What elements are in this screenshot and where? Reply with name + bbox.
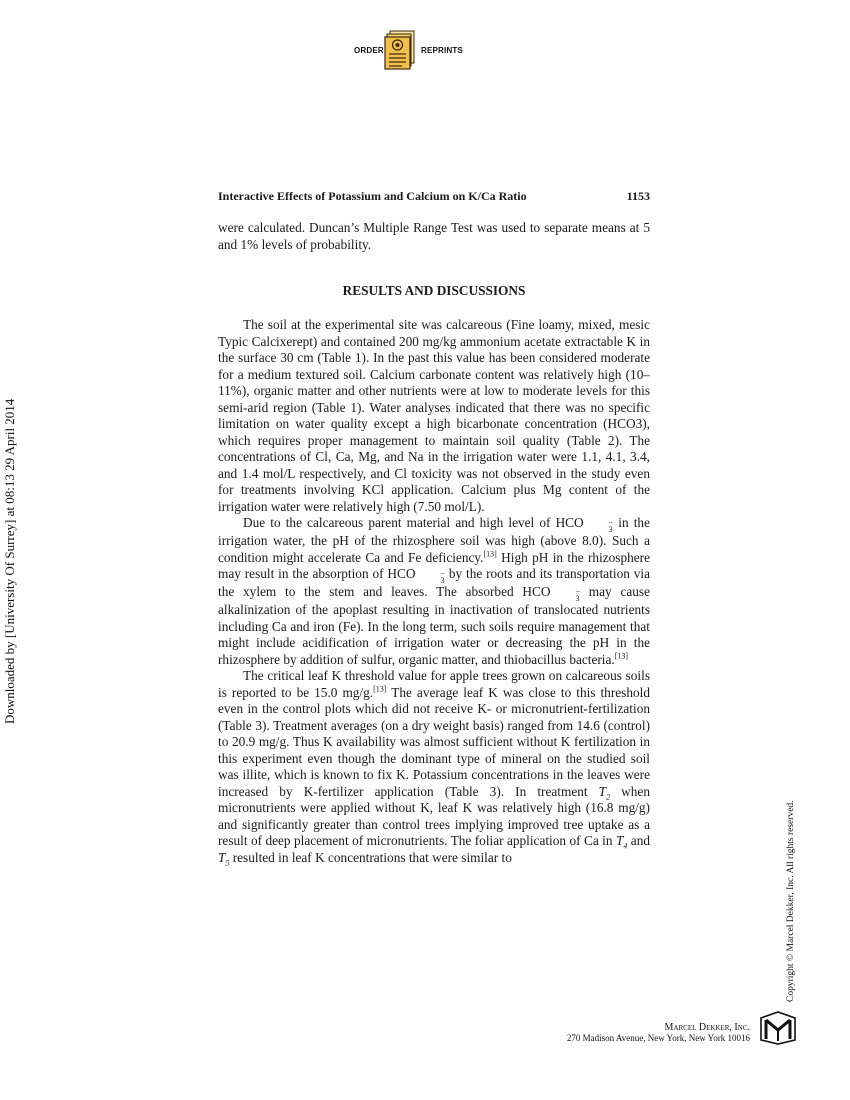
treatment-t5: $T_5$: [218, 849, 230, 868]
results-paragraph-2: [218, 515, 650, 668]
p2-text-a: Due to the calcareous parent material and high level of HCO: [243, 515, 584, 530]
reprints-label[interactable]: REPRINTS: [421, 46, 464, 55]
download-stamp: Downloaded by [University Of Surrey] at 08:13 29 April 2014: [2, 398, 17, 724]
treatment-t2: $T_2$: [598, 783, 611, 802]
results-paragraph-3: The critical leaf K threshold value for apple trees grown on calcareous soils is reported to be 15.0 mg/g.[13] The average leaf K was close to this threshold even in the control plots which did not receive K- or micronutrient-fertilization (Table 3). Treatment averages (on a dry weight basis) ranged from 14.6 (control) to 20.9 mg/g. Thus K availability was almost sufficient without K fertilization in this experiment even though the dominant type of mineral on the studied soil was illite, which is known to fix K. Potassium concentrations in the leaves were increased by K-fertilizer application (Table 3). In treatment $T_2$ when micronutrients were applied without K, leaf K was relatively high (16.8 mg/g) and significantly greater than control trees implying improved tree uptake as a result of deep placement of micronutrients. The foliar application of Ca in $T_4$ and $T_5$ resulted in leaf K concentrations that were similar to: [218, 668, 651, 868]
treatment-t4: $T_4$: [615, 833, 628, 851]
citation-13[interactable]: [13]: [373, 684, 387, 694]
p2-text-d: by the roots and its transportation via the xylem to the stem and leaves. The absorbed HCO: [218, 566, 650, 599]
running-header: [218, 189, 650, 205]
order-label[interactable]: ORDER: [354, 46, 384, 55]
p2-text-b: in the irrigation water, the pH of the rhizosphere soil was high (above 8.0). Such a condition might accelerate Ca and Fe deficiency.: [218, 515, 650, 565]
hco3-ion-charge: − 3: [440, 569, 445, 585]
publisher-name: Marcel Dekker, Inc.: [664, 1022, 750, 1033]
hco3-ion-charge: − 3: [608, 518, 614, 534]
copyright-notice: Copyright © Marcel Dekker, Inc. All rights reserved.: [786, 800, 796, 1002]
article-body: [218, 220, 650, 866]
p3-text-d: resulted in leaf K concentrations that were similar to: [229, 849, 512, 865]
intro-paragraph: were calculated. Duncan’s Multiple Range Test was used to separate means at 5 and 1% levels of probability.: [218, 220, 650, 252]
publisher-address: 270 Madison Avenue, New York, New York 10016: [566, 1033, 750, 1043]
p2-text-e: may cause alkalinization of the apoplast resulting in inactivation of translocated nutrients including Ca and iron (Fe). In the long term, such soils require management that might include acidification of irrigation water or decreasing the pH in the rhizosphere by addition of sulfur, organic matter, and thiobacillus bacteria.: [218, 584, 650, 667]
results-paragraph-1: The soil at the experimental site was calcareous (Fine loamy, mixed, mesic Typic Calcixerept) and contained 200 mg/kg ammonium acetate extractable K in the surface 30 cm (Table 1). In the past this value has been considered moderate for a medium textured soil. Calcium carbonate content was relatively high (10–11%), organic matter and other nutrients were at low to moderate levels for this semi-arid region (Table 1). Water analyses indicated that there was no specific limitation on water quality except a high bicarbonate concentration (HCO3), which requires proper management to maintain soil quality (Table 2). The concentrations of Cl, Ca, Mg, and Na in the irrigation water were 1.1, 4.1, 3.4, and 1.4 mol/L respectively, and Cl toxicity was not observed in the study even for treatments involving KCl application. Calcium plus Mg content of the irrigation water were relatively high (7.50 mol/L).: [218, 317, 650, 514]
citation-13[interactable]: [13]: [483, 549, 497, 559]
p3-text-b: The average leaf K was close to this threshold even in the control plots which did not receive K- or micronutrient-fertilization (Table 3). Treatment averages (on a dry weight basis) ranged from 14.6 (control) to 20.9 mg/g. Thus K availability was almost sufficient without K fertilization in this experiment even though the dominant type of mineral on the studied soil was illite, which is known to fix K. Potassium concentrations in the leaves were increased by K-fertilizer application (Table 3). In treatment: [218, 684, 650, 799]
reprints-document-icon[interactable]: [384, 30, 418, 70]
p2-text-c: High pH in the rhizosphere may result in the absorption of HCO: [218, 549, 650, 581]
page-number: 1153: [626, 189, 650, 203]
running-title: Interactive Effects of Potassium and Calcium on K/Ca Ratio: [218, 189, 527, 203]
publisher-footer: [540, 1022, 750, 1044]
order-reprints-bar[interactable]: [352, 28, 492, 72]
section-heading: RESULTS AND DISCUSSIONS: [342, 283, 526, 298]
publisher-logo-icon: [758, 1010, 798, 1046]
hco3-ion-charge: − 3: [575, 587, 580, 603]
citation-13[interactable]: [13]: [614, 651, 629, 661]
p3-text-c: when micronutrients were applied without K, leaf K was relatively high (16.8 mg/g) and significantly greater than control trees implying improved tree uptake as a result of deep placement of micronutrients. The foliar application of Ca in: [218, 783, 650, 848]
p3-text-a: The critical leaf K threshold value for apple trees grown on calcareous soils is reported to be 15.0 mg/g.: [218, 668, 650, 700]
